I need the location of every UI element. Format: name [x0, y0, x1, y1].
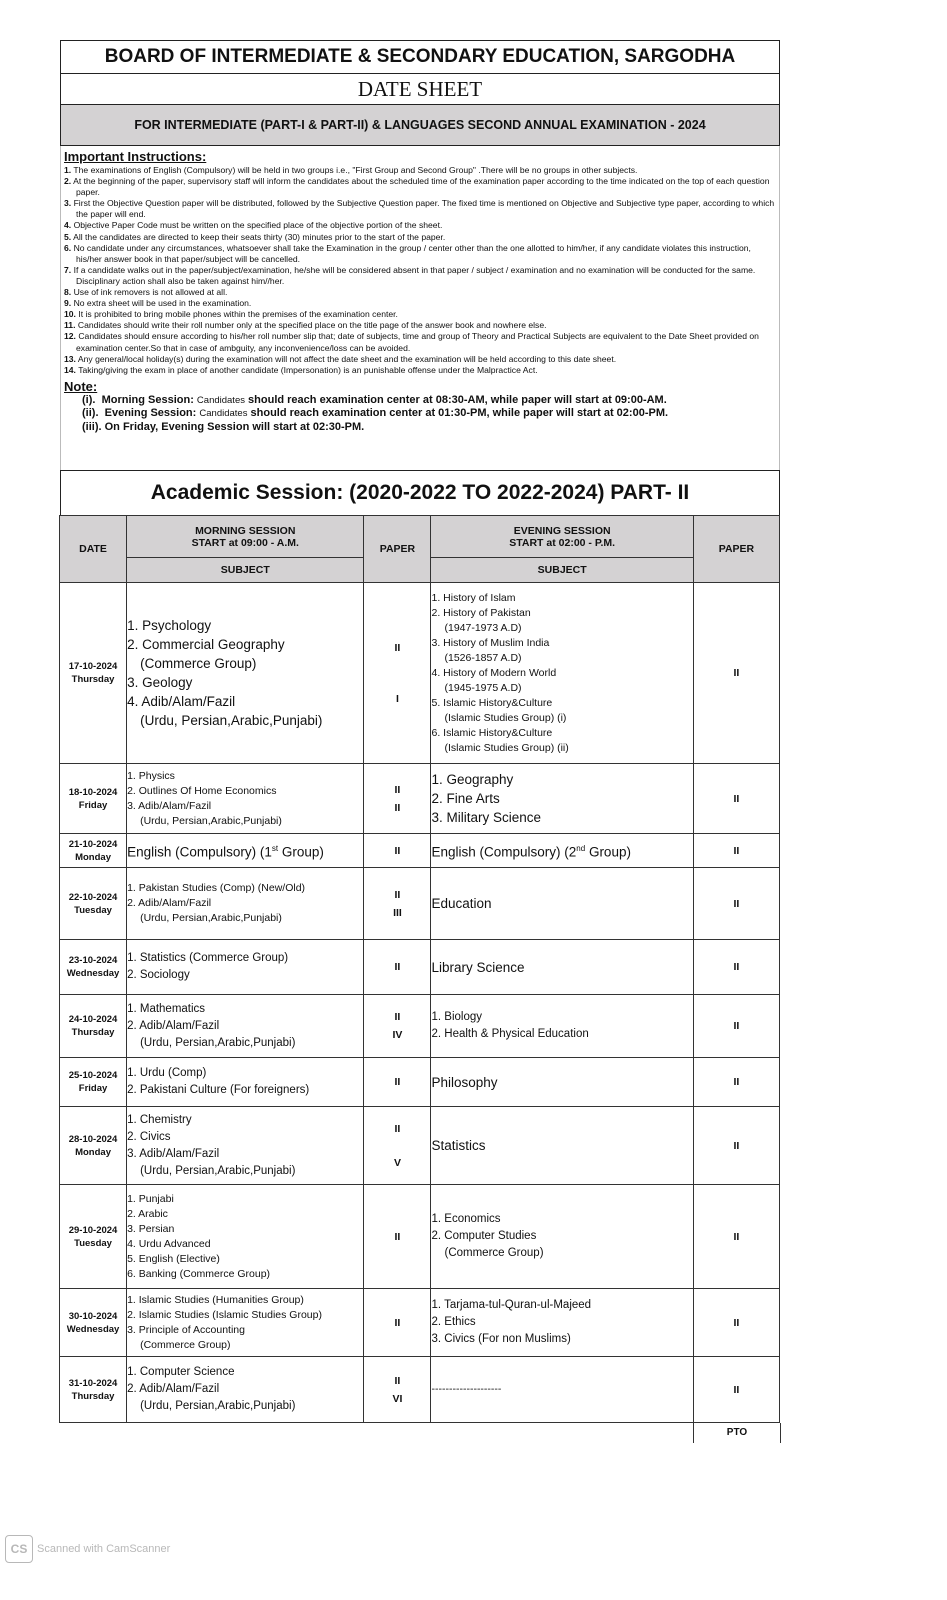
evening-paper-cell: II	[693, 834, 779, 868]
morning-subject-cell: 1. Physics 2. Outlines Of Home Economics 3. Adib/Alam/Fazil (Urdu, Persian,Arabic,Punjabi)	[127, 764, 364, 834]
note-title: Note:	[64, 378, 98, 394]
evening-paper-cell: II	[693, 1289, 779, 1357]
date-cell: 30-10-2024 Wednesday	[60, 1289, 127, 1357]
morning-paper-cell: II II	[364, 764, 431, 834]
evening-paper-cell: II	[693, 1357, 779, 1423]
morning-subject-cell: 1. Statistics (Commerce Group) 2. Sociology	[127, 940, 364, 995]
table-row	[60, 940, 780, 995]
evening-paper-cell: II	[693, 995, 779, 1058]
instruction-item: 8. Use of ink removers is not allowed at all.	[64, 287, 228, 298]
date-cell: 29-10-2024 Tuesday	[60, 1185, 127, 1289]
morning-paper-cell: II I	[364, 583, 431, 764]
instructions-title: Important Instructions:	[64, 149, 207, 164]
scanner-watermark	[5, 1535, 170, 1563]
document-title: DATE SHEET	[61, 74, 779, 105]
table-row	[60, 995, 780, 1058]
morning-paper-cell: II	[364, 1289, 431, 1357]
instruction-item: 13. Any general/local holiday(s) during the examination will not affect the date sheet and the examination will be held according to this date sheet.	[64, 353, 617, 364]
instruction-item: 4. Objective Paper Code must be written on the specified place of the objective portion of the sheet.	[64, 220, 443, 231]
evening-subject-cell: 1. Tarjama-tul-Quran-ul-Majeed 2. Ethics 3. Civics (For non Muslims)	[431, 1289, 693, 1357]
instruction-item: 6. No candidate under any circumstances, whatsoever shall take the Examination in the group / center other than the one allotted to him/her, if any candidate violates this instruction, his/her answer book in that paper/subject will be cancelled.	[64, 242, 751, 264]
evening-paper-cell: II	[693, 1185, 779, 1289]
morning-paper-cell: II III	[364, 868, 431, 940]
instruction-item: 2. At the beginning of the paper, supervisory staff will inform the candidates about the scheduled time of the examination paper according to the time indicated on the top of each question paper.	[64, 176, 770, 198]
morning-paper-cell: II V	[364, 1107, 431, 1185]
col-paper2-header: PAPER	[693, 516, 779, 583]
table-row	[60, 1058, 780, 1107]
morning-subject-cell: English (Compulsory) (1st Group)	[127, 834, 364, 868]
morning-subject-cell: 1. Urdu (Comp) 2. Pakistani Culture (For foreigners)	[127, 1058, 364, 1107]
col-date-header: DATE	[60, 516, 127, 583]
morning-subject-cell: 1. Psychology 2. Commercial Geography (Commerce Group) 3. Geology 4. Adib/Alam/Fazil (Urdu, Persian,Arabic,Punjabi)	[127, 583, 364, 764]
evening-subject-cell: Philosophy	[431, 1058, 693, 1107]
col-morning-header: MORNING SESSION START at 09:00 - A.M.	[127, 516, 364, 558]
date-sheet-header	[60, 40, 780, 471]
date-cell: 28-10-2024 Monday	[60, 1107, 127, 1185]
morning-paper-cell: II	[364, 834, 431, 868]
evening-subject-cell: --------------------	[431, 1357, 693, 1423]
date-cell: 25-10-2024 Friday	[60, 1058, 127, 1107]
instruction-item: 1. The examinations of English (Compulsory) will be held in two groups i.e., "First Group and Second Group" .There will be no groups in other subjects.	[64, 165, 638, 175]
evening-paper-cell: II	[693, 868, 779, 940]
morning-paper-cell: II IV	[364, 995, 431, 1058]
date-cell: 24-10-2024 Thursday	[60, 995, 127, 1058]
instruction-item: 5. All the candidates are directed to keep their seats thirty (30) minutes prior to the start of the paper.	[64, 231, 446, 242]
instruction-item: 3. First the Objective Question paper will be distributed, followed by the Subjective Question paper. The fixed time is mentioned on Objective and Subjective type paper, according to which the paper will end.	[64, 198, 775, 220]
date-cell: 18-10-2024 Friday	[60, 764, 127, 834]
date-cell: 22-10-2024 Tuesday	[60, 868, 127, 940]
morning-paper-cell: II	[364, 940, 431, 995]
note-item: (iii). On Friday, Evening Session will start at 02:30-PM.	[82, 420, 365, 433]
table-row	[60, 1107, 780, 1185]
table-row	[60, 1289, 780, 1357]
instruction-item: 7. If a candidate walks out in the paper/subject/examination, he/she will be considered absent in that paper / subject / examination and no examination will be conducted for the same. Disciplinary action shall also be taken against him//her.	[64, 264, 756, 286]
evening-paper-cell: II	[693, 1107, 779, 1185]
table-row	[60, 1357, 780, 1423]
morning-subject-cell: 1. Chemistry 2. Civics 3. Adib/Alam/Fazil (Urdu, Persian,Arabic,Punjabi)	[127, 1107, 364, 1185]
col-evening-subject-header: SUBJECT	[431, 558, 693, 583]
morning-subject-cell: 1. Punjabi 2. Arabic 3. Persian 4. Urdu Advanced 5. English (Elective) 6. Banking (Commerce Group)	[127, 1185, 364, 1289]
pto-label: PTO	[693, 1423, 781, 1443]
board-title: BOARD OF INTERMEDIATE & SECONDARY EDUCATION, SARGODHA	[61, 41, 779, 74]
evening-paper-cell: II	[693, 764, 779, 834]
instruction-item: 9. No extra sheet will be used in the examination.	[64, 298, 252, 309]
exam-title: FOR INTERMEDIATE (PART-I & PART-II) & LANGUAGES SECOND ANNUAL EXAMINATION - 2024	[61, 105, 779, 146]
session-title: Academic Session: (2020-2022 TO 2022-2024) PART- II	[60, 470, 780, 515]
date-cell: 23-10-2024 Wednesday	[60, 940, 127, 995]
instruction-item: 11. Candidates should write their roll number only at the specified place on the title page of the answer book and nowhere else.	[64, 320, 547, 331]
note-list	[64, 394, 775, 435]
date-cell: 31-10-2024 Thursday	[60, 1357, 127, 1423]
table-row	[60, 834, 780, 868]
instructions-list	[64, 165, 775, 376]
table-row	[60, 868, 780, 940]
instructions-panel	[60, 146, 780, 471]
evening-subject-cell: 1. Geography 2. Fine Arts 3. Military Science	[431, 764, 693, 834]
evening-paper-cell: II	[693, 1058, 779, 1107]
instruction-item: 12. Candidates should ensure according to his/her roll number slip that; date of subjects, time and group of Theory and Practical Subjects are equivalent to the Date Sheet provided on examination center.So that in case of ambguity, any inconvenience/loss can be avoided.	[64, 331, 759, 353]
morning-subject-cell: 1. Islamic Studies (Humanities Group) 2. Islamic Studies (Islamic Studies Group) 3. Principle of Accounting (Commerce Group)	[127, 1289, 364, 1357]
morning-paper-cell: II	[364, 1185, 431, 1289]
morning-subject-cell: 1. Pakistan Studies (Comp) (New/Old) 2. Adib/Alam/Fazil (Urdu, Persian,Arabic,Punjabi)	[127, 868, 364, 940]
evening-subject-cell: Library Science	[431, 940, 693, 995]
table-row	[60, 1185, 780, 1289]
date-sheet-table	[59, 515, 780, 1423]
evening-paper-cell: II	[693, 940, 779, 995]
col-morning-subject-header: SUBJECT	[127, 558, 364, 583]
instruction-item: 10. It is prohibited to bring mobile phones within the premises of the examination center.	[64, 309, 398, 320]
note-item: (ii). Evening Session: Candidates should reach examination center at 01:30-PM, while paper will start at 02:00-PM.	[82, 407, 669, 420]
evening-subject-cell: English (Compulsory) (2nd Group)	[431, 834, 693, 868]
morning-subject-cell: 1. Computer Science 2. Adib/Alam/Fazil (Urdu, Persian,Arabic,Punjabi)	[127, 1357, 364, 1423]
date-cell: 17-10-2024 Thursday	[60, 583, 127, 764]
table-row	[60, 764, 780, 834]
date-cell: 21-10-2024 Monday	[60, 834, 127, 868]
table-row	[60, 583, 780, 764]
morning-subject-cell: 1. Mathematics 2. Adib/Alam/Fazil (Urdu, Persian,Arabic,Punjabi)	[127, 995, 364, 1058]
instruction-item: 14. Taking/giving the exam in place of another candidate (Impersonation) is an punishable offense under the Malpractice Act.	[64, 364, 538, 375]
col-paper-header: PAPER	[364, 516, 431, 583]
watermark-text: Scanned with CamScanner	[37, 1543, 171, 1555]
evening-subject-cell: 1. Biology 2. Health & Physical Education	[431, 995, 693, 1058]
header-box	[60, 40, 780, 146]
evening-subject-cell: Education	[431, 868, 693, 940]
morning-paper-cell: II	[364, 1058, 431, 1107]
morning-paper-cell: II VI	[364, 1357, 431, 1423]
evening-paper-cell: II	[693, 583, 779, 764]
camscanner-logo-icon: CS	[5, 1535, 33, 1563]
evening-subject-cell: Statistics	[431, 1107, 693, 1185]
col-evening-header: EVENING SESSION START at 02:00 - P.M.	[431, 516, 693, 558]
evening-subject-cell: 1. Economics 2. Computer Studies (Commerce Group)	[431, 1185, 693, 1289]
evening-subject-cell: 1. History of Islam 2. History of Pakistan (1947-1973 A.D) 3. History of Muslim India (1526-1857 A.D) 4. History of Modern World (1945-1975 A.D) 5. Islamic History&Culture (Islamic Studies Group) (i) 6. Islamic History&Culture (Islamic Studies Group) (ii)	[431, 583, 693, 764]
note-item: (i). Morning Session: Candidates should reach examination center at 08:30-AM, while paper will start at 09:00-AM.	[82, 393, 667, 406]
